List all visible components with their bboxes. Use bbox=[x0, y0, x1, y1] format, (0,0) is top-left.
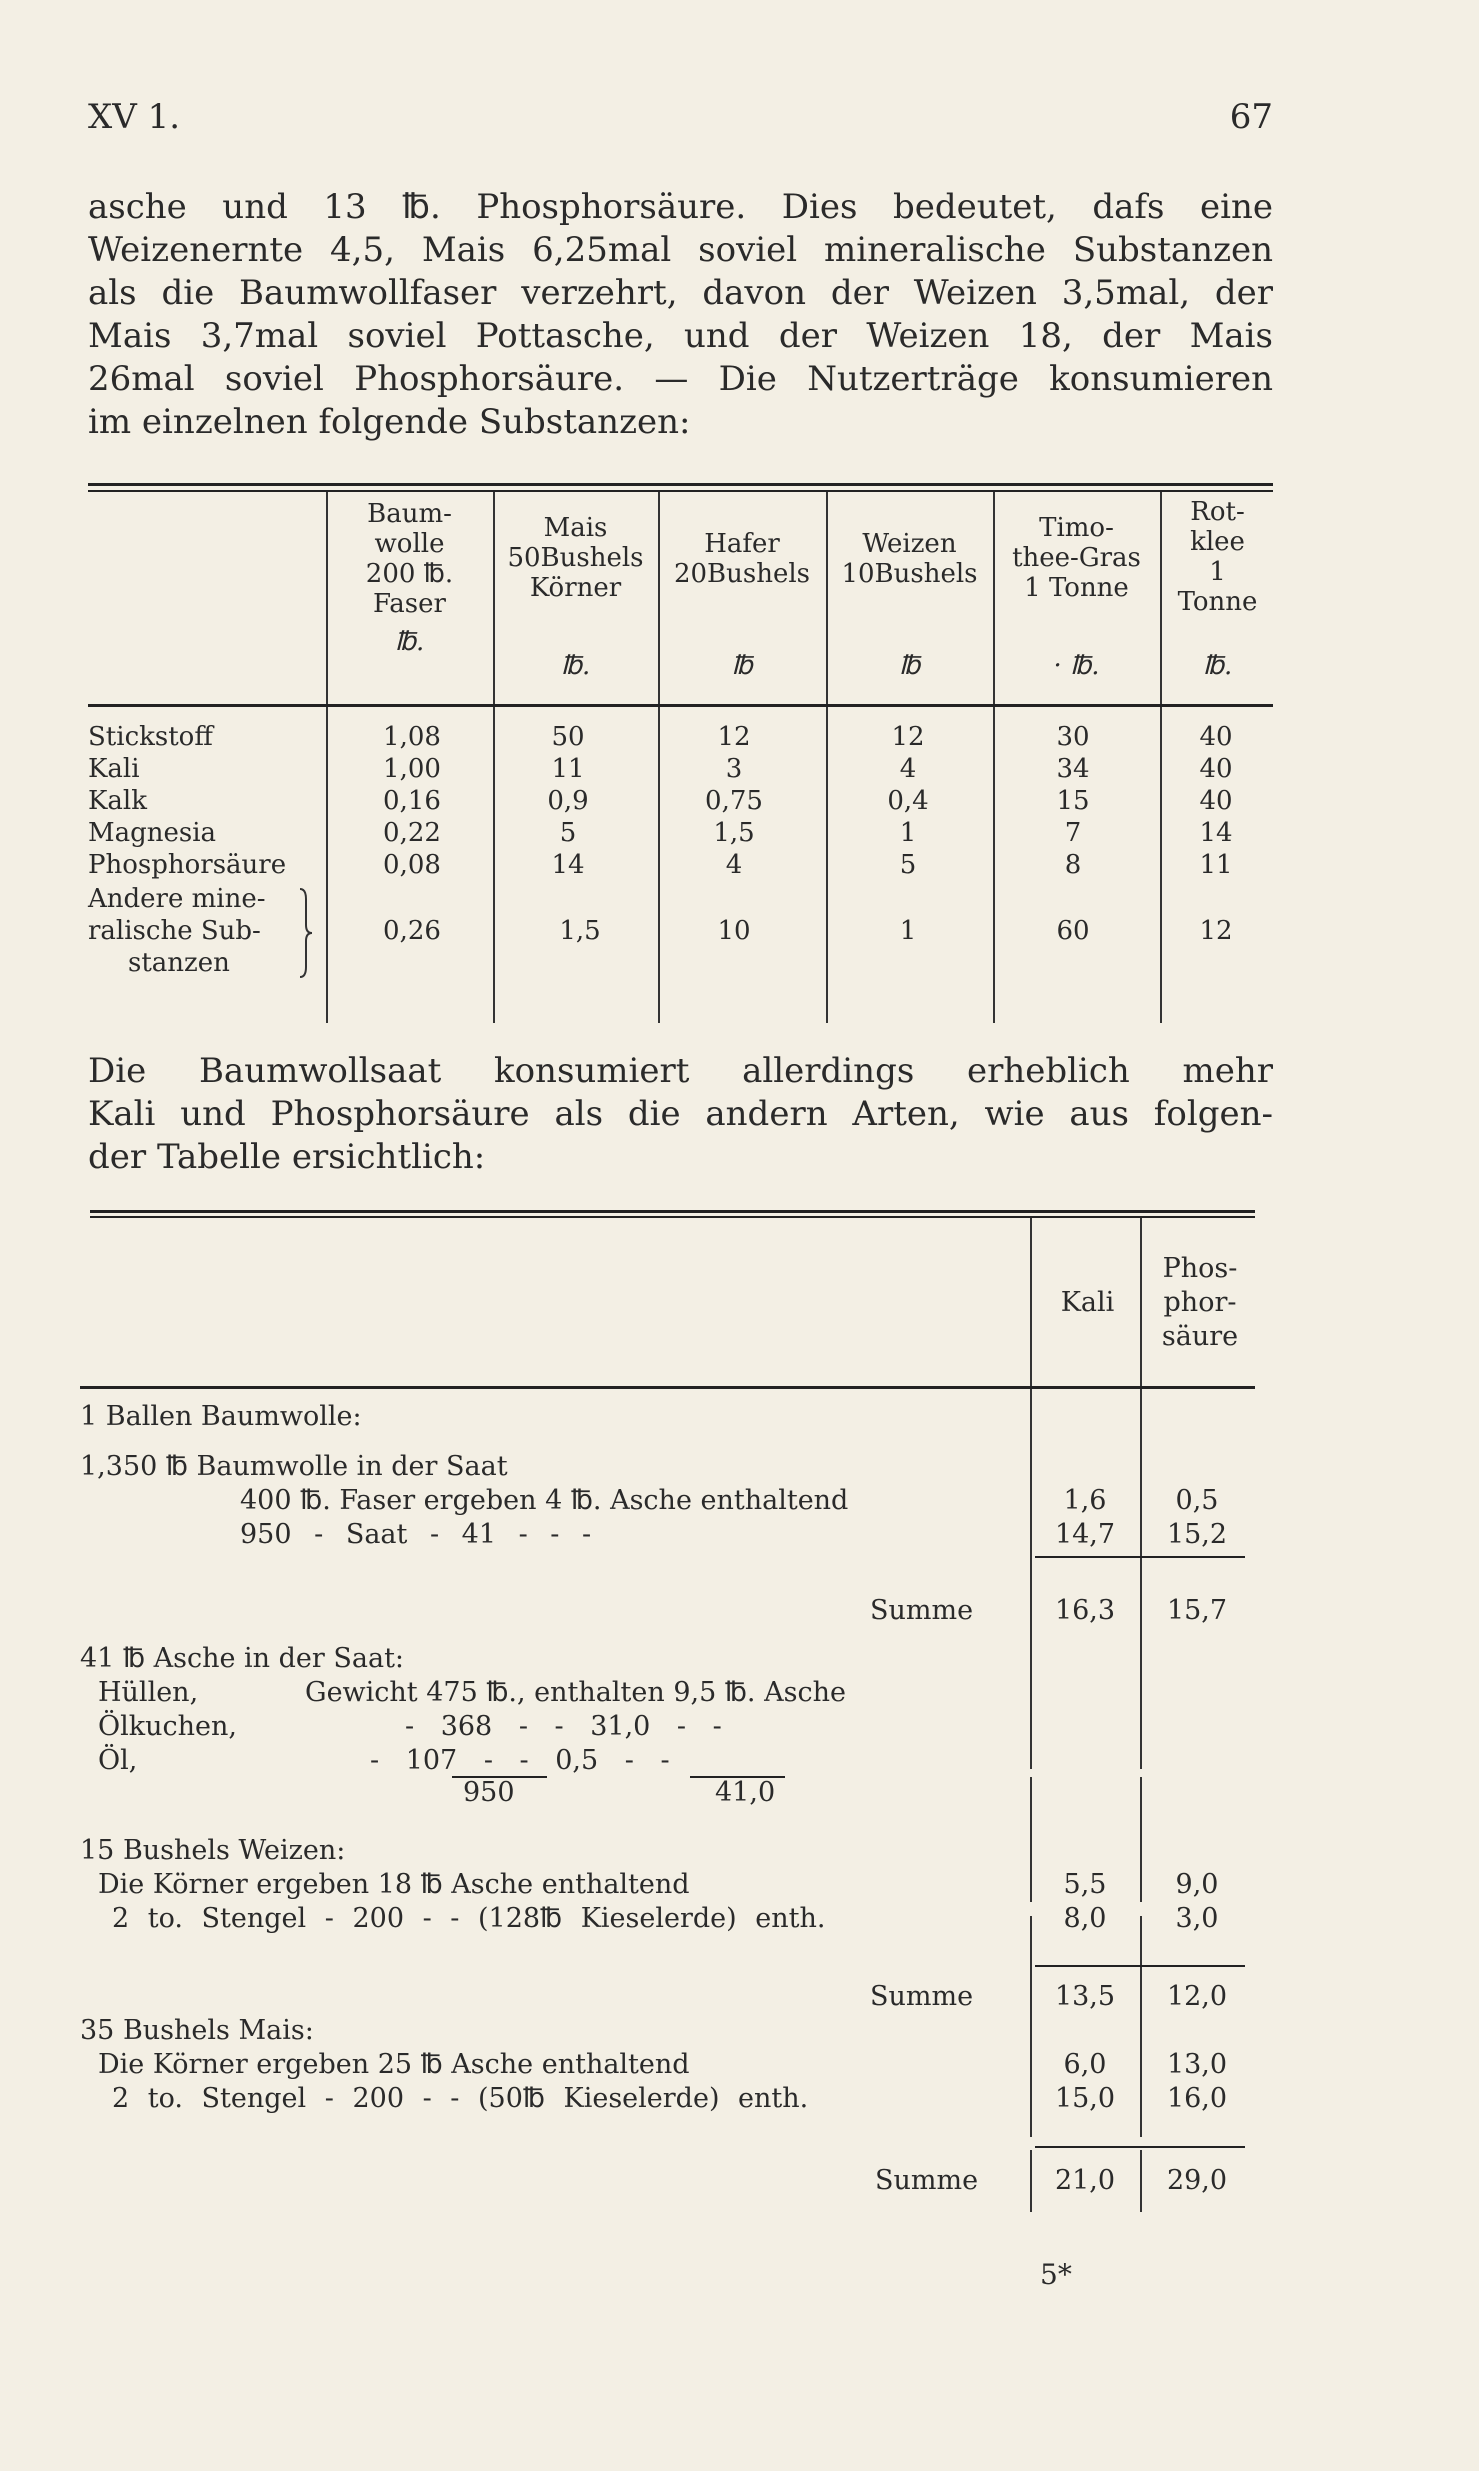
column-header bbox=[495, 513, 656, 603]
table-cell: 15,0 bbox=[1054, 2083, 1116, 2114]
column-header bbox=[995, 513, 1158, 603]
col-divider bbox=[1140, 1218, 1142, 1386]
text-line: als die Baumwollfaser verzehrt, davon der Weizen 3,5mal, der bbox=[88, 273, 1273, 313]
paragraph-cottonseed bbox=[88, 1050, 1273, 1179]
table-cell: 34 bbox=[1056, 754, 1090, 784]
header-line: 200 ℔. bbox=[365, 559, 454, 589]
table-cell: 29,0 bbox=[1166, 2165, 1228, 2196]
header-line: Phos- bbox=[1162, 1253, 1238, 1284]
col-divider bbox=[658, 707, 660, 1023]
table-cell: 60 bbox=[1056, 916, 1090, 946]
table-line: - 368 - - 31,0 - - bbox=[405, 1711, 722, 1742]
table-cell: 0,08 bbox=[383, 850, 441, 880]
col-divider bbox=[1140, 1389, 1142, 1769]
header-line: 1 Tonne bbox=[1024, 573, 1129, 603]
table-cell: 1,6 bbox=[1063, 1485, 1107, 1516]
text-line: Weizenernte 4,5, Mais 6,25mal soviel mineralische Substanzen bbox=[88, 230, 1273, 270]
col-divider bbox=[1030, 1389, 1032, 1769]
col-divider bbox=[1140, 2150, 1142, 2212]
table-line: 2 to. Stengel - 200 - - (128℔ Kieselerde) enth. bbox=[112, 1903, 826, 1934]
table-cell: 12 bbox=[1199, 916, 1233, 946]
unit-label: ℔. bbox=[394, 627, 425, 657]
nutrient-consumption-table bbox=[88, 483, 1273, 1023]
unit-label: ℔. bbox=[1202, 651, 1233, 681]
table-cell: 5 bbox=[899, 850, 917, 880]
row-label: Stickstoff bbox=[88, 722, 213, 752]
unit-label: · ℔. bbox=[1053, 651, 1100, 681]
table-cell: 1,00 bbox=[383, 754, 441, 784]
table-cell: 14 bbox=[551, 850, 585, 880]
table-line: 400 ℔. Faser ergeben 4 ℔. Asche enthaltend bbox=[240, 1485, 849, 1516]
table-cell: 13,5 bbox=[1054, 1981, 1116, 2012]
table-cell: 0,4 bbox=[887, 786, 929, 816]
table-line: 35 Bushels Mais: bbox=[80, 2015, 314, 2046]
unit-label: ℔ bbox=[731, 651, 753, 681]
table-line: Hüllen, bbox=[98, 1677, 199, 1708]
text-line: Mais 3,7mal soviel Pottasche, und der Weizen 18, der Mais bbox=[88, 316, 1273, 356]
table-cell: 5,5 bbox=[1063, 1869, 1107, 1900]
sum-rule bbox=[1035, 1556, 1245, 1558]
table-cell: 0,22 bbox=[383, 818, 441, 848]
sum-label: Summe bbox=[870, 1595, 974, 1626]
table-cell: 30 bbox=[1056, 722, 1090, 752]
table-cell: 1,5 bbox=[713, 818, 755, 848]
table-line: 1 Ballen Baumwolle: bbox=[80, 1401, 362, 1432]
table-cell: 11 bbox=[1199, 850, 1233, 880]
table-cell: 14,7 bbox=[1054, 1519, 1116, 1550]
header-line: 20Bushels bbox=[673, 559, 811, 589]
col-divider bbox=[1140, 1777, 1142, 1902]
table-line: 15 Bushels Weizen: bbox=[80, 1835, 346, 1866]
row-label: Magnesia bbox=[88, 818, 217, 848]
table-line: Die Körner ergeben 25 ℔ Asche enthaltend bbox=[98, 2049, 690, 2080]
text-line: im einzelnen folgende Substanzen: bbox=[88, 402, 691, 442]
col-divider bbox=[1030, 2150, 1032, 2212]
header-line: wolle bbox=[374, 529, 445, 559]
table-line: 2 to. Stengel - 200 - - (50℔ Kieselerde) enth. bbox=[112, 2083, 809, 2114]
section-number: XV 1. bbox=[88, 97, 181, 137]
header-bottom-rule bbox=[88, 704, 1273, 707]
row-label: Kali bbox=[88, 754, 140, 784]
table-top-rule bbox=[90, 1210, 1255, 1213]
table-line: Öl, bbox=[98, 1745, 138, 1776]
column-header bbox=[660, 529, 824, 589]
header-bottom-rule bbox=[80, 1386, 1255, 1389]
page-number: 67 bbox=[1229, 97, 1273, 137]
header-line: 1 bbox=[1209, 557, 1226, 587]
table-cell: 13,0 bbox=[1166, 2049, 1228, 2080]
header-line: 10Bushels bbox=[841, 559, 978, 589]
header-line: Körner bbox=[529, 573, 622, 603]
table-cell: 0,26 bbox=[383, 916, 441, 946]
table-cell: 0,9 bbox=[547, 786, 589, 816]
table-cell: 9,0 bbox=[1175, 1869, 1219, 1900]
col-divider bbox=[993, 707, 995, 1023]
header-line: thee-Gras bbox=[1012, 543, 1141, 573]
table-cell: 0,5 bbox=[1175, 1485, 1219, 1516]
table-cell: 5 bbox=[559, 818, 577, 848]
row-label: Phosphorsäure bbox=[88, 850, 287, 880]
table-cell: 1 bbox=[899, 818, 917, 848]
table-cell: 6,0 bbox=[1063, 2049, 1107, 2080]
text-line: Kali und Phosphorsäure als die andern Arten, wie aus folgen- bbox=[88, 1094, 1273, 1134]
header-line: phor- bbox=[1163, 1287, 1237, 1318]
table-cell: 8,0 bbox=[1063, 1903, 1107, 1934]
row-label: Andere mine- bbox=[88, 884, 266, 914]
table-cell: 1 bbox=[899, 916, 917, 946]
table-line: Gewicht 475 ℔., enthalten 9,5 ℔. Asche bbox=[305, 1677, 846, 1708]
header-line: säure bbox=[1161, 1321, 1239, 1352]
table-cell: 12 bbox=[891, 722, 925, 752]
col-divider bbox=[326, 707, 328, 1023]
table-line: Ölkuchen, bbox=[98, 1711, 237, 1742]
potash-phosphoric-table-cont bbox=[80, 1950, 1270, 2250]
sum-label: Summe bbox=[870, 1981, 974, 2012]
header-line: 50Bushels bbox=[507, 543, 644, 573]
table-cell: 3,0 bbox=[1175, 1903, 1219, 1934]
table-line: - 107 - - 0,5 - - bbox=[370, 1745, 670, 1776]
col-divider bbox=[826, 707, 828, 1023]
brace-icon bbox=[298, 887, 314, 979]
table-cell: 40 bbox=[1199, 786, 1233, 816]
table-top-rule-inner bbox=[88, 490, 1273, 492]
column-header bbox=[1162, 497, 1273, 617]
table-cell: 21,0 bbox=[1054, 2165, 1116, 2196]
column-header bbox=[828, 529, 991, 589]
table-line: Die Körner ergeben 18 ℔ Asche enthaltend bbox=[98, 1869, 690, 1900]
col-divider bbox=[493, 707, 495, 1023]
subtotal: 41,0 bbox=[715, 1777, 776, 1808]
col-divider bbox=[1030, 1777, 1032, 1902]
header-line: Timo- bbox=[1039, 513, 1114, 543]
table-cell: 15,7 bbox=[1166, 1595, 1228, 1626]
running-header bbox=[88, 97, 1273, 147]
unit-label: ℔. bbox=[560, 651, 591, 681]
table-cell: 8 bbox=[1064, 850, 1082, 880]
table-cell: 7 bbox=[1064, 818, 1082, 848]
table-top-rule bbox=[88, 483, 1273, 486]
subtotal: 950 bbox=[463, 1777, 515, 1808]
table-cell: 0,16 bbox=[383, 786, 441, 816]
header-line: Mais bbox=[543, 513, 608, 543]
table-cell: 3 bbox=[725, 754, 743, 784]
text-line: asche und 13 ℔. Phosphorsäure. Dies bedeutet, dafs eine bbox=[88, 187, 1273, 227]
header-line: Weizen bbox=[862, 529, 957, 559]
header-line: klee bbox=[1190, 527, 1245, 557]
table-top-rule-inner bbox=[90, 1216, 1255, 1218]
table-cell: 4 bbox=[899, 754, 917, 784]
table-cell: 0,75 bbox=[705, 786, 763, 816]
text-line: 26mal soviel Phosphorsäure. — Die Nutzerträge konsumieren bbox=[88, 359, 1273, 399]
table-cell: 50 bbox=[551, 722, 585, 752]
col-divider bbox=[1030, 1218, 1032, 1386]
column-header-phos bbox=[1145, 1252, 1255, 1354]
table-cell: 12 bbox=[717, 722, 751, 752]
row-label: Kalk bbox=[88, 786, 147, 816]
table-cell: 40 bbox=[1199, 722, 1233, 752]
table-cell: 14 bbox=[1199, 818, 1233, 848]
table-cell: 40 bbox=[1199, 754, 1233, 784]
table-line: 1,350 ℔ Baumwolle in der Saat bbox=[80, 1451, 508, 1482]
header-line: Rot- bbox=[1190, 497, 1245, 527]
table-cell: 1,5 bbox=[559, 916, 601, 946]
signature-mark: 5* bbox=[1040, 2258, 1072, 2291]
row-label: ralische Sub- bbox=[88, 916, 261, 946]
text-line: Die Baumwollsaat konsumiert allerdings erheblich mehr bbox=[88, 1051, 1273, 1091]
column-header-kali: Kali bbox=[1060, 1287, 1115, 1318]
table-cell: 11 bbox=[551, 754, 585, 784]
row-label: stanzen bbox=[128, 948, 230, 978]
column-header bbox=[328, 499, 491, 657]
header-line: Tonne bbox=[1177, 587, 1258, 617]
table-line: 41 ℔ Asche in der Saat: bbox=[80, 1643, 405, 1674]
table-cell: 10 bbox=[717, 916, 751, 946]
header-line: Faser bbox=[373, 589, 446, 619]
paragraph-intro bbox=[88, 186, 1273, 444]
header-line: Hafer bbox=[704, 529, 780, 559]
col-divider bbox=[1030, 1967, 1032, 2137]
table-cell: 4 bbox=[725, 850, 743, 880]
table-cell: 16,0 bbox=[1166, 2083, 1228, 2114]
table-cell: 16,3 bbox=[1054, 1595, 1116, 1626]
table-line: 950 - Saat - 41 - - - bbox=[240, 1519, 592, 1550]
sum-label: Summe bbox=[875, 2165, 979, 2196]
table-cell: 15 bbox=[1056, 786, 1090, 816]
unit-label: ℔ bbox=[898, 651, 921, 681]
text-line: der Tabelle ersichtlich: bbox=[88, 1137, 486, 1177]
table-cell: 1,08 bbox=[383, 722, 441, 752]
table-cell: 12,0 bbox=[1166, 1981, 1228, 2012]
sum-rule bbox=[1035, 2146, 1245, 2148]
table-cell: 15,2 bbox=[1166, 1519, 1228, 1550]
col-divider bbox=[1140, 1967, 1142, 2137]
header-line: Baum- bbox=[367, 499, 452, 529]
